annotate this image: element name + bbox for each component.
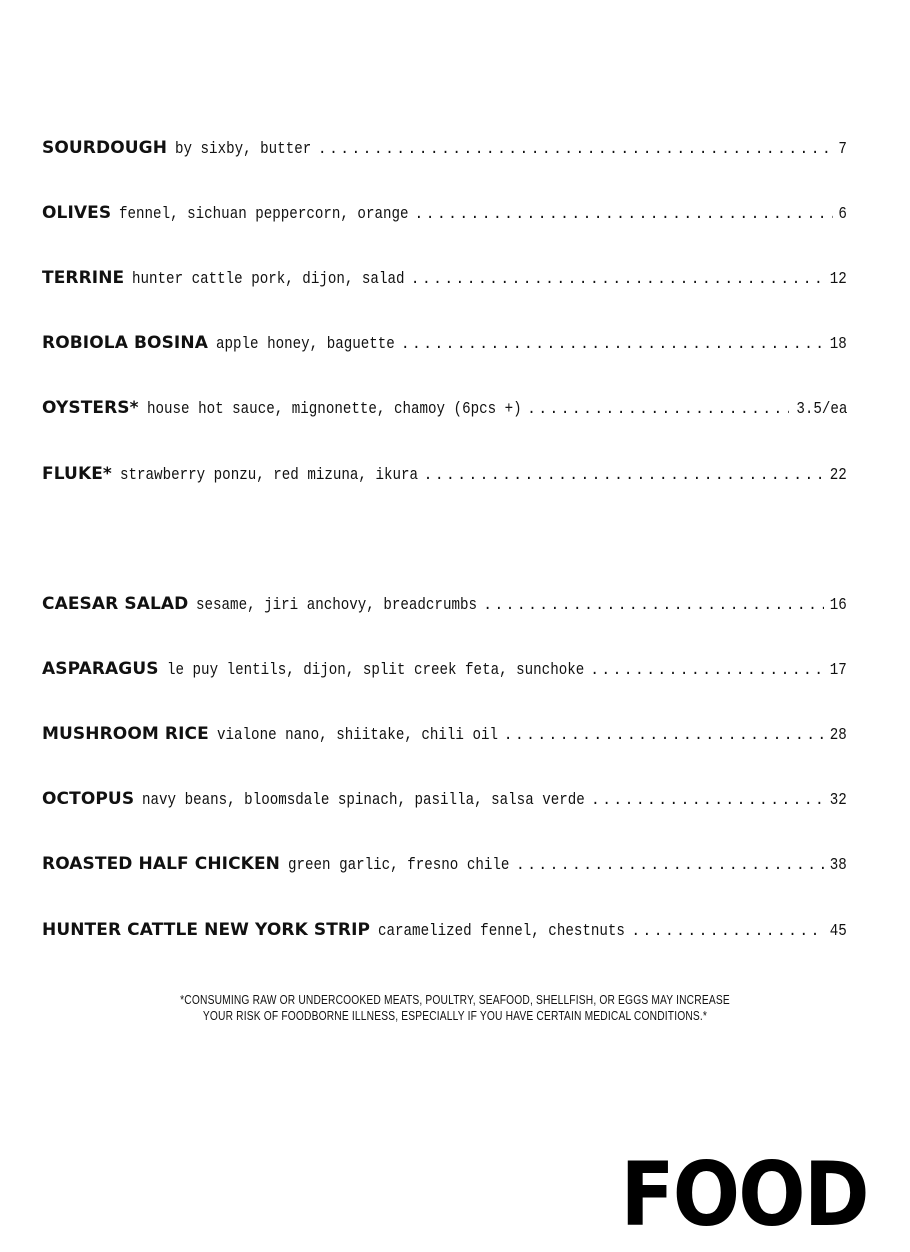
dot-leader [483,596,824,616]
dot-leader [631,922,824,942]
menu-item-price: 16 [829,595,847,614]
menu-item-price: 28 [829,725,847,744]
menu-item [42,789,847,819]
menu-item-price: 38 [829,855,847,874]
menu-item [42,659,847,689]
menu-item-description: house hot sauce, mignonette, chamoy (6pcs +) [146,399,522,418]
dot-leader [590,661,824,681]
dot-leader [401,335,824,355]
menu-item-name: CAESAR SALAD [42,594,189,614]
health-disclaimer [82,992,828,1024]
menu-item-name: ROBIOLA BOSINA [42,333,208,353]
menu-item-price: 3.5/ea [795,399,847,418]
menu-item-name: TERRINE [42,268,125,288]
dot-leader [516,856,824,876]
menu-item-name: OYSTERS* [42,398,139,418]
menu-item-description: fennel, sichuan peppercorn, orange [119,204,409,223]
menu-item-description: caramelized fennel, chestnuts [378,921,626,940]
dot-leader [424,466,825,486]
dot-leader [318,140,833,160]
menu-item-name: SOURDOUGH [42,138,168,158]
menu-item-price: 18 [829,334,847,353]
menu-item-name: OCTOPUS [42,789,135,809]
menu-item-description: apple honey, baguette [215,334,395,353]
menu-item [42,854,847,884]
menu-item-price: 32 [829,790,847,809]
menu-item [42,268,847,298]
menu-item-description: by sixby, butter [175,139,312,158]
dot-leader [414,205,832,225]
menu-item [42,398,847,428]
menu-item-name: MUSHROOM RICE [42,724,209,744]
menu-item-price: 6 [838,204,847,223]
menu-item-description: navy beans, bloomsdale spinach, pasilla, salsa verde [142,790,585,809]
menu-item-price: 12 [829,269,847,288]
disclaimer-line: YOUR RISK OF FOODBORNE ILLNESS, ESPECIALLY IF YOU HAVE CERTAIN MEDICAL CONDITIONS.* [202,1009,708,1023]
menu-item-price: 22 [829,465,847,484]
menu-item-description: green garlic, fresno chile [288,855,510,874]
menu-item-name: HUNTER CATTLE NEW YORK STRIP [42,920,371,940]
menu-item-price: 17 [829,660,847,679]
menu-item-description: strawberry ponzu, red mizuna, ikura [119,465,418,484]
disclaimer-line: *CONSUMING RAW OR UNDERCOOKED MEATS, POULTRY, SEAFOOD, SHELLFISH, OR EGGS MAY INCREASE [180,993,730,1007]
menu-item [42,203,847,233]
menu-item [42,138,847,168]
page-title: FOOD [620,1143,868,1246]
menu-item-description: vialone nano, shiitake, chili oil [216,725,498,744]
menu-item-description: hunter cattle pork, dijon, salad [132,269,405,288]
dot-leader [411,270,825,290]
dot-leader [504,726,825,746]
menu-item-name: FLUKE* [42,464,112,484]
menu-item-price: 7 [838,139,847,158]
menu-item-price: 45 [829,921,847,940]
menu-item-name: ASPARAGUS [42,659,159,679]
menu-item [42,333,847,363]
dot-leader [527,400,789,420]
menu-item [42,724,847,754]
menu-item [42,920,847,950]
menu-item-description: sesame, jiri anchovy, breadcrumbs [196,595,478,614]
menu-item [42,594,847,624]
menu-item-name: OLIVES [42,203,112,223]
menu-item [42,464,847,494]
dot-leader [591,791,824,811]
menu-item-name: ROASTED HALF CHICKEN [42,854,280,874]
menu-item-description: le puy lentils, dijon, split creek feta, sunchoke [166,660,584,679]
